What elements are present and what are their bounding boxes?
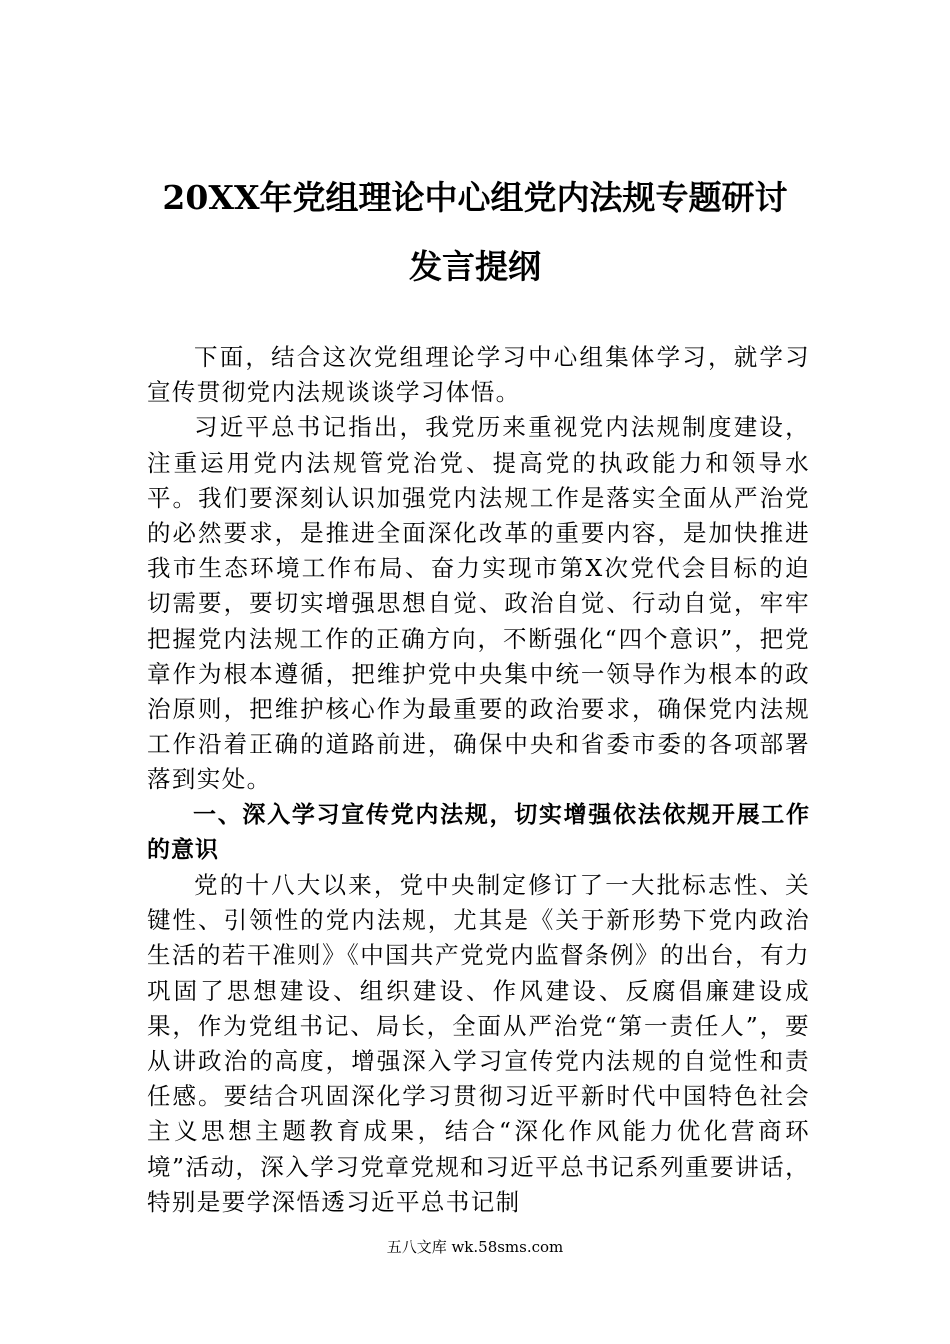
document-title-line2: 发言提纲 bbox=[409, 247, 541, 286]
section-heading: 一、深入学习宣传党内法规，切实增强依法依规开展工作的意识 bbox=[147, 801, 810, 863]
intro-paragraph: 下面，结合这次党组理论学习中心组集体学习，就学习宣传贯彻党内法规谈谈学习体悟。 bbox=[147, 343, 810, 407]
footer-watermark: 五八文库 wk.58sms.com bbox=[386, 1238, 564, 1256]
document-title-line1: 20XX年党组理论中心组党内法规专题研讨 bbox=[162, 178, 788, 217]
body-paragraph: 习近平总书记指出，我党历来重视党内法规制度建设，注重运用党内法规管党治党、提高党的执政能力和领导水平。我们要深刻认识加强党内法规工作是落实全面从严治党的必然要求，是推进全面深化改革的重要内容，是加快推进我市生态环境工作布局、奋力实现市第X次党代会目标的迫切需要，要切实增强思想自觉、政治自觉、行动自觉，牢牢把握党内法规工作的正确方向，不断强化“四个意识”，把党章作为根本遵循，把维护党中央集中统一领导作为根本的政治原则，把维护核心作为最重要的政治要求，确保党内法规工作沿着正确的道路前进，确保中央和省委市委的各项部署落到实处。 bbox=[147, 413, 810, 794]
document-body bbox=[147, 340, 810, 1220]
section-paragraph: 党的十八大以来，党中央制定修订了一大批标志性、关键性、引领性的党内法规，尤其是《关于新形势下党内政治生活的若干准则》《中国共产党党内监督条例》的出台，有力巩固了思想建设、组织建设、作风建设、反腐倡廉建设成果，作为党组书记、局长，全面从严治党“第一责任人”，要从讲政治的高度，增强深入学习宣传党内法规的自觉性和责任感。要结合巩固深化学习贯彻习近平新时代中国特色社会主义思想主题教育成果，结合“深化作风能力优化营商环境”活动，深入学习党章党规和习近平总书记系列重要讲话，特别是要学深悟透习近平总书记制 bbox=[147, 871, 810, 1216]
